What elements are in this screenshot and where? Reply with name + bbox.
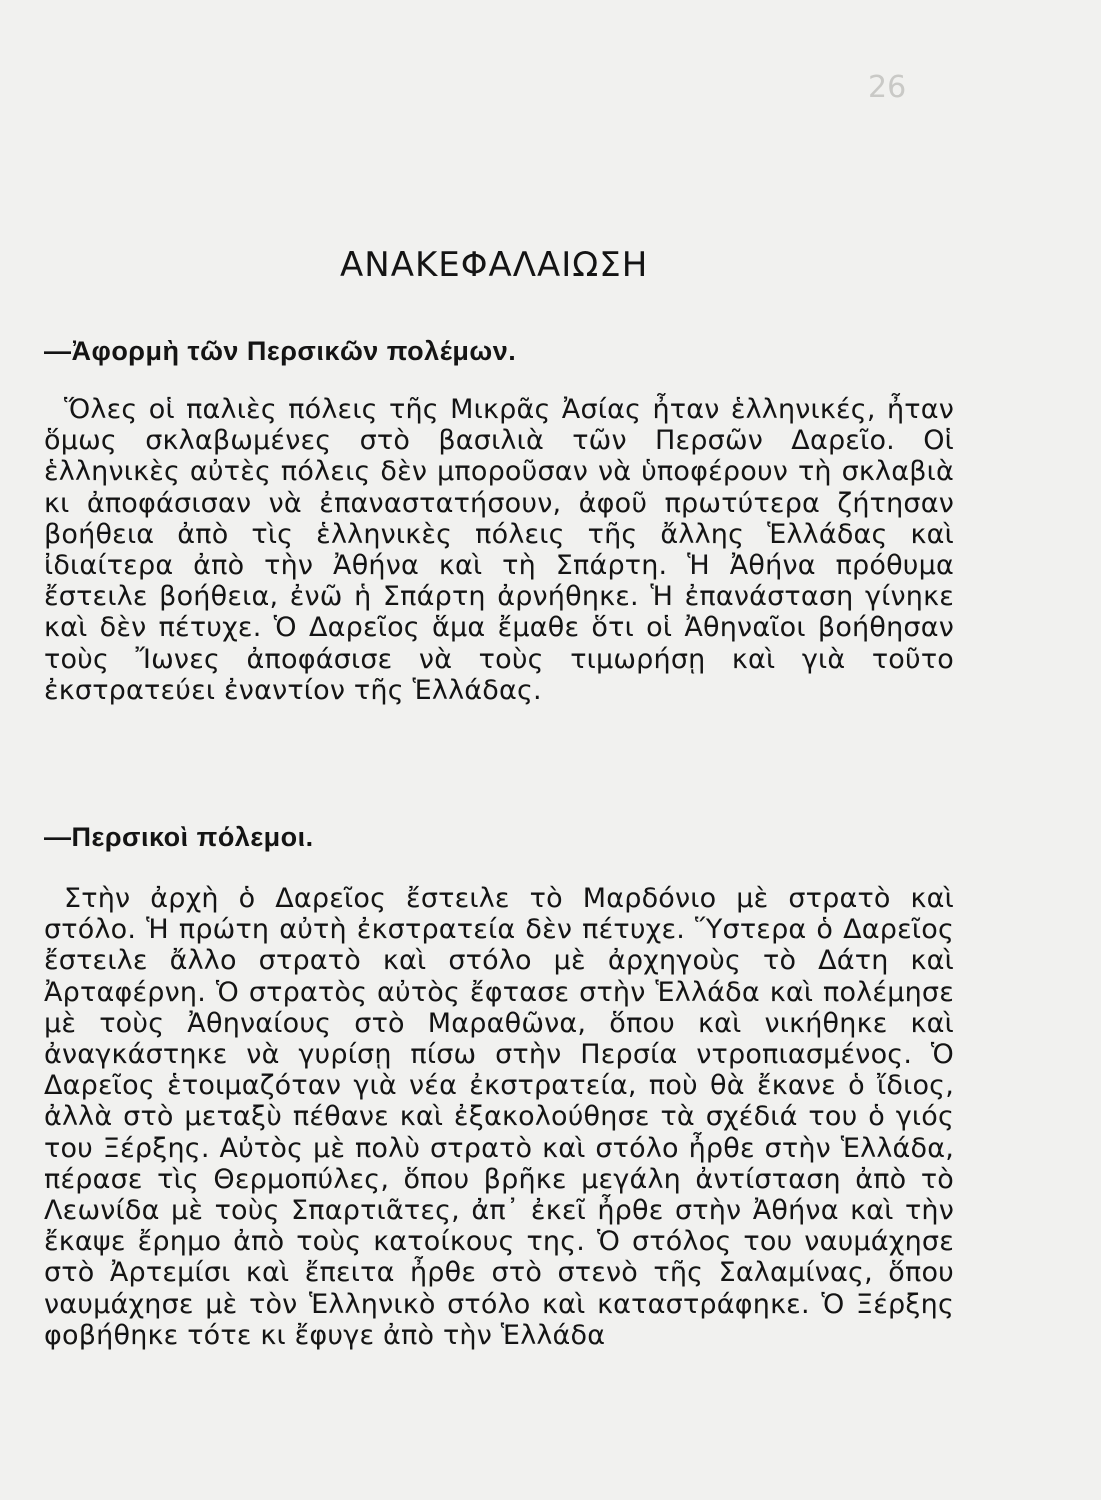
page-title: ΑΝΑΚΕΦΑΛΑΙΩΣΗ (340, 244, 649, 285)
section-heading-persian-wars: —Περσικοὶ πόλεμοι. (44, 822, 314, 852)
section-paragraph-causes: Ὅλες οἱ παλιὲς πόλεις τῆς Μικρᾶς Ἀσίας ἦταν ἑλληνικές, ἦταν ὅμως σκλαβωμένες στὸ βασιλιὰ τῶν Περσῶν Δαρεῖο. Οἱ ἑλληνικὲς αὐτὲς πόλεις δὲν μποροῦσαν νὰ ὑποφέρουν τὴ σκλαβιὰ κι ἀποφάσισαν νὰ ἐπαναστατήσουν, ἀφοῦ πρωτύτερα ζήτησαν βοήθεια ἀπὸ τὶς ἑλληνικὲς πόλεις τῆς ἄλλης Ἑλλάδας καὶ ἰδιαίτερα ἀπὸ τὴν Ἀθήνα καὶ τὴ Σπάρτη. Ἡ Ἀθήνα πρόθυμα ἔστειλε βοήθεια, ἐνῶ ἡ Σπάρτη ἀρνήθηκε. Ἡ ἐπανάσταση γίνηκε καὶ δὲν πέτυχε. Ὁ Δαρεῖος ἅμα ἔμαθε ὅτι οἱ Ἀθηναῖοι βοήθησαν τοὺς Ἴωνες ἀποφάσισε νὰ τοὺς τιμωρήσῃ καὶ γιὰ τοῦτο ἐκστρατεύει ἐναντίον τῆς Ἑλλάδας. (44, 394, 954, 706)
page-number: 26 (868, 70, 907, 105)
section-paragraph-persian-wars: Στὴν ἀρχὴ ὁ Δαρεῖος ἔστειλε τὸ Μαρδόνιο μὲ στρατὸ καὶ στόλο. Ἡ πρώτη αὐτὴ ἐκστρατεία δὲν πέτυχε. Ὕστερα ὁ Δαρεῖος ἔστειλε ἄλλο στρατὸ καὶ στόλο μὲ ἀρχηγοὺς τὸ Δάτη καὶ Ἀρταφέρνη. Ὁ στρατὸς αὐτὸς ἔφτασε στὴν Ἑλλάδα καὶ πολέμησε μὲ τοὺς Ἀθηναίους στὸ Μαραθῶνα, ὅπου καὶ νικήθηκε καὶ ἀναγκάστηκε νὰ γυρίσῃ πίσω στὴν Περσία ντροπιασμένος. Ὁ Δαρεῖος ἑτοιμαζόταν γιὰ νέα ἐκστρατεία, ποὺ θὰ ἔκανε ὁ ἴδιος, ἀλλὰ στὸ μεταξὺ πέθανε καὶ ἐξακολούθησε τὰ σχέδιά του ὁ γιός του Ξέρξης. Αὐτὸς μὲ πολὺ στρατὸ καὶ στόλο ἦρθε στὴν Ἑλλάδα, πέρασε τὶς Θερμοπύλες, ὅπου βρῆκε μεγάλη ἀντίσταση ἀπὸ τὸ Λεωνίδα μὲ τοὺς Σπαρτιᾶτες, ἀπ᾽ ἐκεῖ ἦρθε στὴν Ἀθήνα καὶ τὴν ἔκαψε ἔρημο ἀπὸ τοὺς κατοίκους της. Ὁ στόλος του ναυμάχησε στὸ Ἀρτεμίσι καὶ ἔπειτα ἦρθε στὸ στενὸ τῆς Σαλαμίνας, ὅπου ναυμάχησε μὲ τὸν Ἑλληνικὸ στόλο καὶ καταστράφηκε. Ὁ Ξέρξης φοβήθηκε τότε κι ἔφυγε ἀπὸ τὴν Ἑλλάδα (44, 883, 954, 1351)
section-heading-causes: —Ἀφορμὴ τῶν Περσικῶν πολέμων. (44, 336, 517, 366)
